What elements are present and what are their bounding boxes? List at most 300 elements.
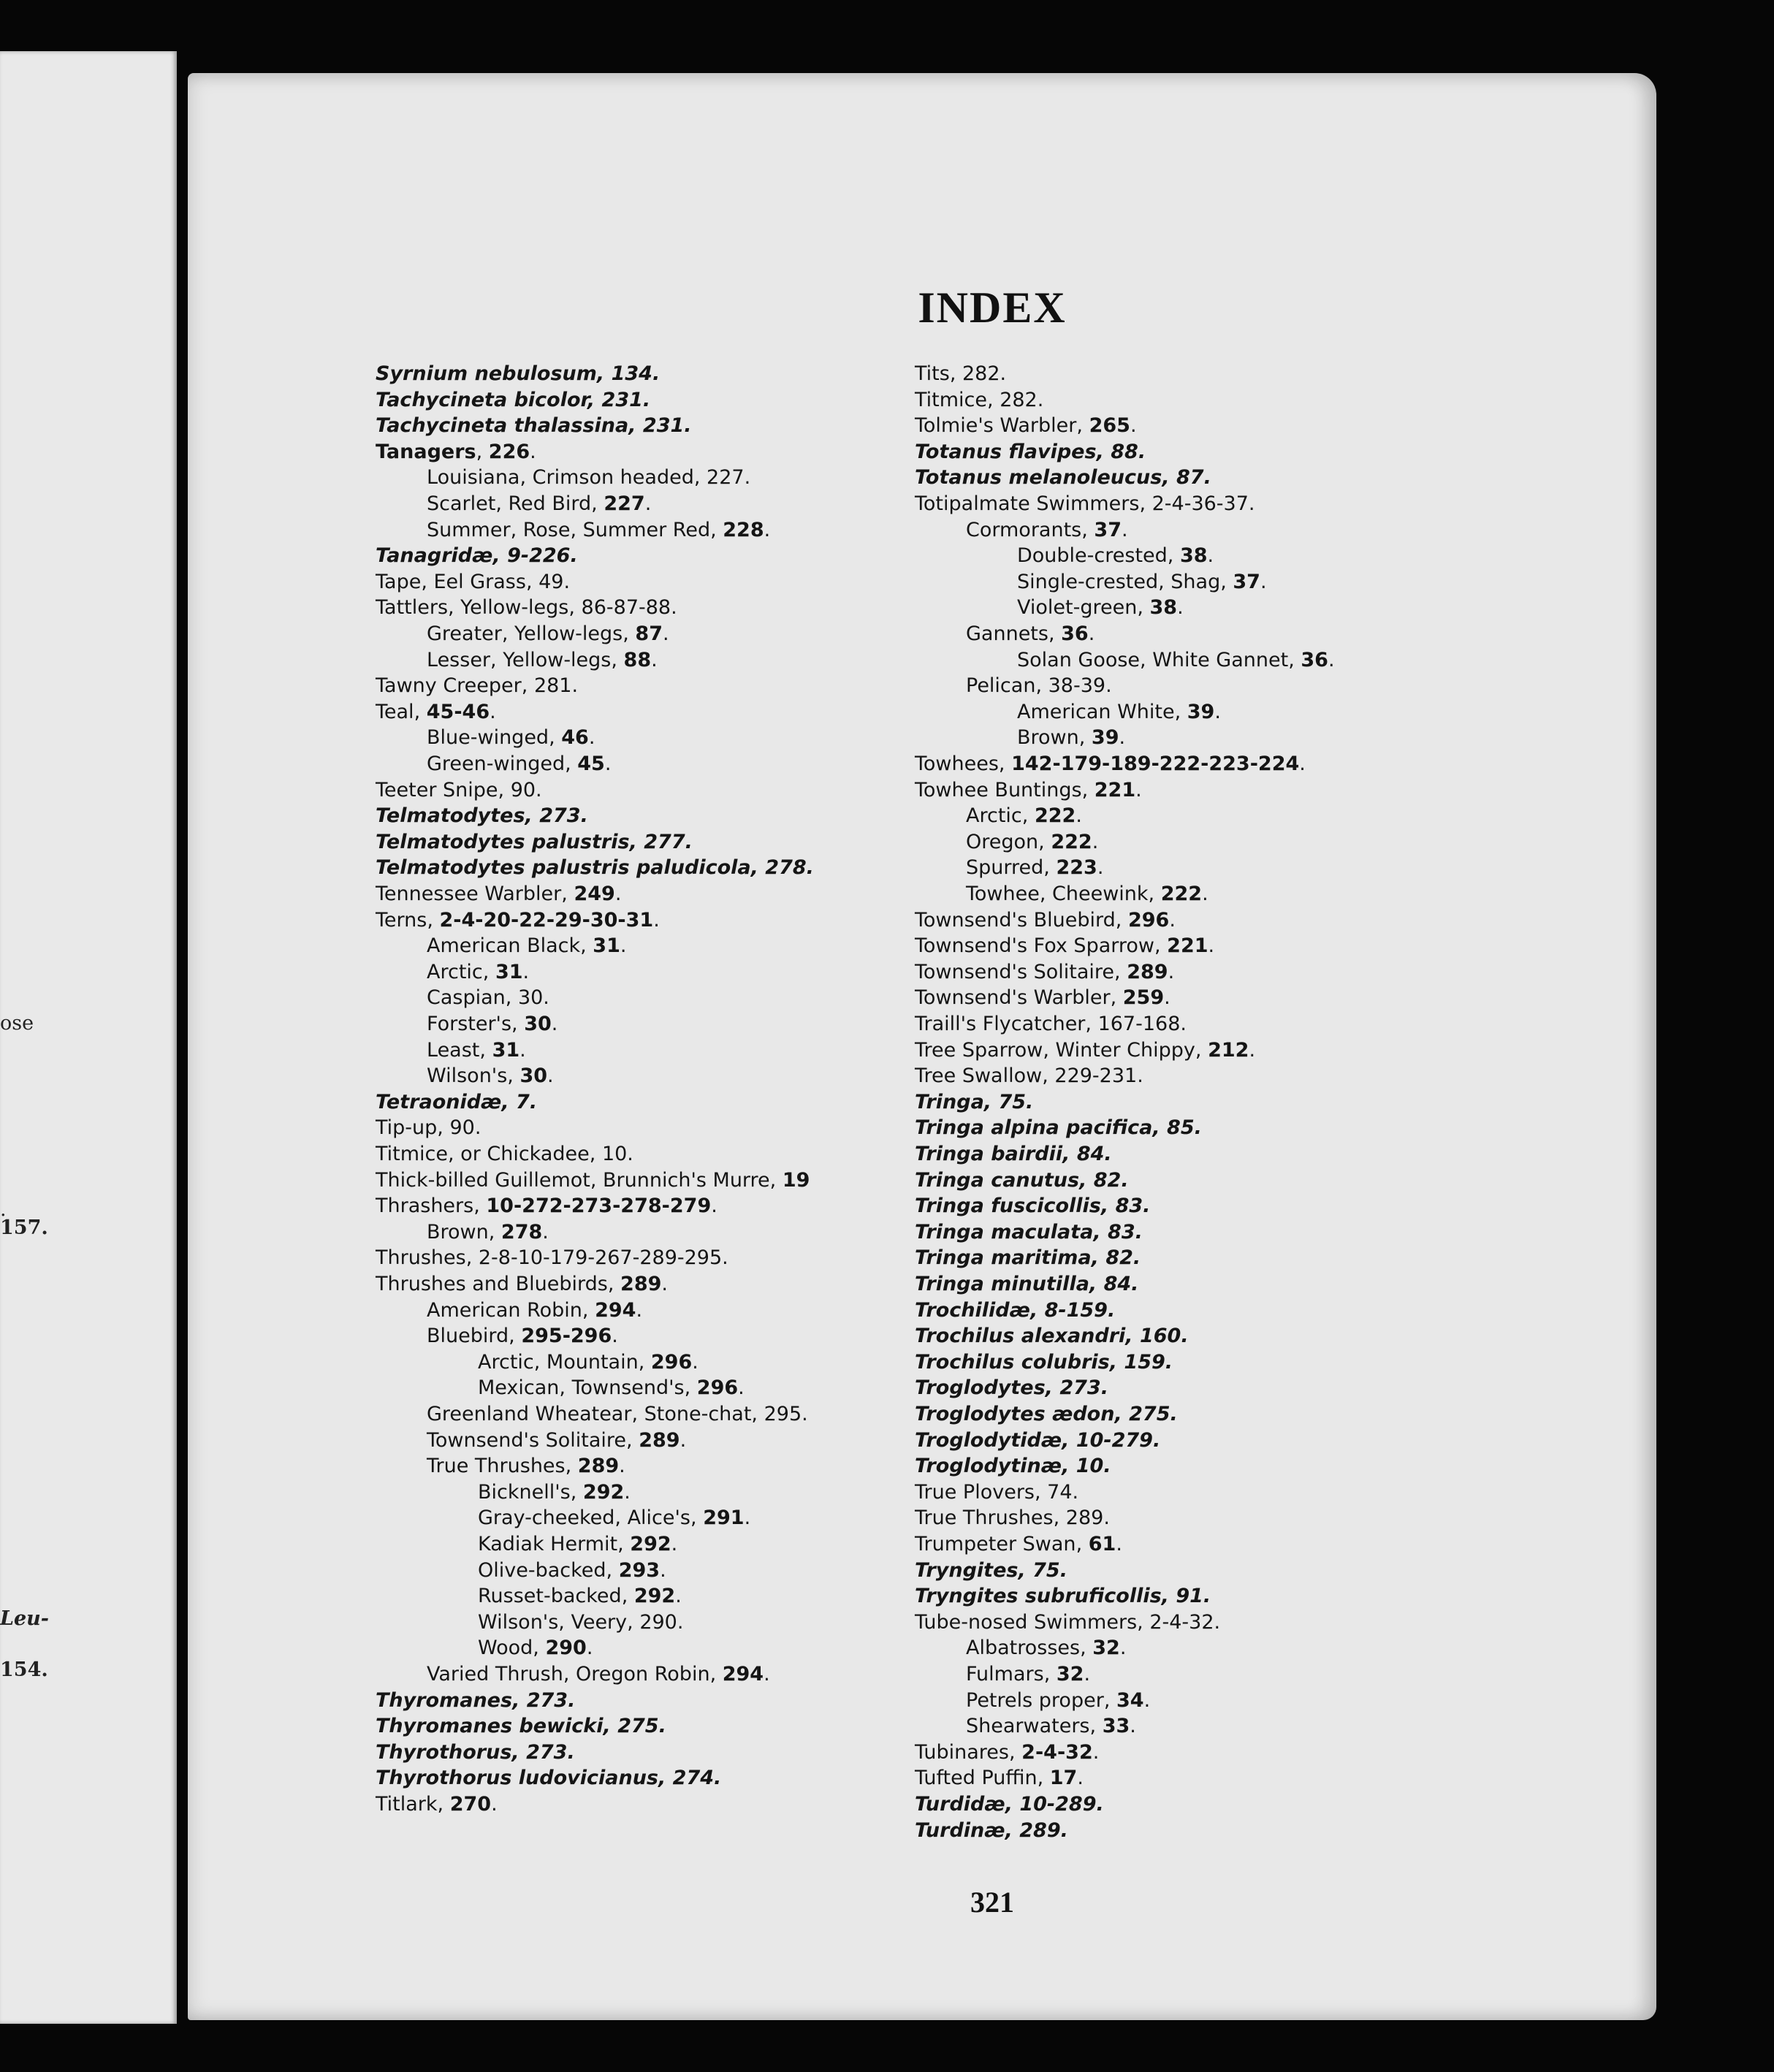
index-entry-page: 7	[516, 1090, 530, 1113]
index-entry-name: Tawny Creeper	[376, 674, 522, 698]
index-entry-page: 295-296	[521, 1325, 612, 1348]
index-entry: Violet-green, 38.	[1017, 596, 1184, 620]
index-entry-page: 289	[620, 1273, 662, 1295]
index-entry-page: 295	[764, 1403, 802, 1425]
index-entry-name: True Thrushes	[427, 1455, 566, 1478]
index-entry-page: 294	[722, 1663, 764, 1686]
index-entry-name: Totanus flavipes	[915, 440, 1097, 463]
index-entry-page: 231	[642, 414, 685, 438]
index-entry-page: 159	[1124, 1350, 1165, 1374]
index-entry-name: Greater, Yellow-legs	[427, 622, 623, 645]
index-entry: Thrushes, 2-8-10-179-267-289-295.	[376, 1246, 728, 1270]
index-entry: Trumpeter Swan, 61.	[915, 1533, 1122, 1555]
index-entry-name: Townsend's Fox Sparrow	[915, 934, 1154, 958]
index-entry-page: 212	[1208, 1038, 1249, 1062]
index-entry: Bicknell's, 292.	[478, 1480, 631, 1504]
index-entry-name: Tip-up	[376, 1116, 438, 1140]
index-entry: True Thrushes, 289.	[427, 1455, 625, 1478]
index-entry-page: 10	[1076, 1455, 1104, 1478]
index-entry-page: 74	[1047, 1480, 1073, 1504]
index-entry-name: Tachycineta thalassina	[376, 414, 629, 438]
index-entry-page: 17	[1049, 1767, 1078, 1790]
index-entry: Tawny Creeper, 281.	[376, 674, 579, 698]
index-entry: Varied Thrush, Oregon Robin, 294.	[427, 1663, 770, 1686]
index-entry-page: 83	[1108, 1220, 1135, 1243]
index-entry-page: 45-46	[426, 700, 490, 723]
index-entry: Tringa fuscicollis, 83.	[915, 1195, 1151, 1218]
index-entry-name: Olive-backed	[478, 1558, 606, 1582]
index-entry: Double-crested, 38.	[1017, 544, 1214, 568]
index-entry-page: 31	[492, 1038, 520, 1062]
index-entry-page: 289	[1065, 1507, 1104, 1530]
index-entry-name: Tolmie's Warbler	[915, 414, 1077, 438]
index-entry: Tip-up, 90.	[376, 1116, 481, 1140]
index-entry-page: 134	[611, 362, 652, 385]
index-entry-name: Tree Swallow	[915, 1064, 1043, 1088]
index-entry-name: Terns	[376, 908, 427, 932]
index-entry: Least, 31.	[427, 1038, 526, 1062]
index-entry-page: 90	[449, 1116, 475, 1140]
index-entry-name: Blue-winged	[427, 726, 549, 750]
index-entry-name: Tape, Eel Grass	[376, 570, 526, 593]
index-entry-page: 290	[545, 1637, 587, 1660]
index-entry-page: 275	[1129, 1403, 1170, 1425]
index-entry-page: 293	[618, 1558, 661, 1582]
index-entry-name: Thyrothorus ludovicianus	[376, 1767, 658, 1790]
index-entry-page: 289	[1019, 1818, 1061, 1842]
index-entry: Tringa minutilla, 84.	[915, 1273, 1139, 1295]
index-entry-name: Tringa canutus	[915, 1168, 1080, 1192]
index-entry-page: 282	[1000, 388, 1038, 411]
index-entry-page: 31	[495, 960, 523, 983]
index-entry: Cormorants, 37.	[966, 518, 1128, 541]
index-entry-name: Kadiak Hermit	[478, 1533, 618, 1555]
index-entry-page: 274	[672, 1767, 715, 1790]
index-entry: Kadiak Hermit, 292.	[478, 1533, 678, 1555]
index-entry-page: 88	[623, 648, 652, 671]
index-entry: Tringa maritima, 82.	[915, 1246, 1141, 1270]
index-entry-page: 222	[1034, 804, 1076, 828]
index-entry: Arctic, 31.	[427, 960, 530, 983]
index-entry-page: 270	[449, 1793, 492, 1816]
index-entry: Tube-nosed Swimmers, 2-4-32.	[915, 1610, 1221, 1634]
index-entry-page: 142-179-189-222-223-224	[1011, 753, 1300, 775]
index-entry-name: Tringa minutilla	[915, 1273, 1089, 1295]
index-entry-page: 90	[510, 778, 536, 801]
index-entry: Spurred, 223.	[966, 856, 1104, 880]
index-entry: Tree Sparrow, Winter Chippy, 212.	[915, 1038, 1256, 1062]
index-entry-page: 278	[500, 1220, 543, 1243]
index-entry: Telmatodytes, 273.	[376, 804, 588, 828]
index-entry-name: Spurred	[966, 856, 1044, 880]
index-entry: Arctic, 222.	[966, 804, 1082, 828]
index-entry-name: Trochilus alexandri	[915, 1325, 1126, 1348]
index-entry: Townsend's Solitaire, 289.	[915, 960, 1175, 983]
index-entry: Wilson's, Veery, 290.	[478, 1610, 684, 1634]
index-entry: Telmatodytes palustris paludicola, 278.	[376, 856, 814, 880]
index-entry: Brown, 39.	[1017, 726, 1126, 750]
index-entry: Thyromanes, 273.	[376, 1688, 576, 1712]
index-entry-page: 2-4-20-22-29-30-31	[439, 908, 654, 932]
index-entry-page: 231	[601, 388, 643, 411]
index-entry-page: 10-272-273-278-279	[486, 1195, 712, 1218]
index-entry-name: Lesser, Yellow-legs	[427, 648, 612, 671]
index-entry: Tringa alpina pacifica, 85.	[915, 1116, 1202, 1140]
previous-page-fragment: 157.	[0, 1216, 48, 1239]
index-entry: Tape, Eel Grass, 49.	[376, 570, 571, 593]
previous-page-fragment: ose	[0, 1012, 34, 1035]
index-entry-page: 34	[1116, 1688, 1144, 1712]
previous-page-fragment: Leu-	[0, 1607, 49, 1630]
index-entry-name: Albatrosses	[966, 1637, 1081, 1660]
index-entry-name: Bicknell's	[478, 1480, 571, 1504]
index-entry-name: Troglodytes ædon	[915, 1403, 1115, 1425]
index-entry-name: True Plovers	[915, 1480, 1035, 1504]
index-entry-name: Tringa maritima	[915, 1246, 1092, 1270]
index-entry-page: 229-231	[1054, 1064, 1138, 1088]
index-entry: Louisiana, Crimson headed, 227.	[427, 466, 751, 490]
index-entry-name: Telmatodytes palustris paludicola	[376, 856, 751, 880]
index-entry-name: Thyromanes	[376, 1688, 513, 1712]
index-entry: American Robin, 294.	[427, 1298, 643, 1322]
index-entry: Thrushes and Bluebirds, 289.	[376, 1273, 668, 1295]
index-entry-page: 10-289	[1019, 1793, 1097, 1816]
index-entry: True Plovers, 74.	[915, 1480, 1079, 1504]
index-entry: True Thrushes, 289.	[915, 1507, 1110, 1530]
index-entry-page: 37	[1094, 518, 1122, 541]
index-entry-name: Tringa maculata	[915, 1220, 1094, 1243]
index-entry-name: Summer, Rose, Summer Red	[427, 518, 711, 541]
index-entry-name: Titlark	[376, 1793, 438, 1816]
index-entry: Titlark, 270.	[376, 1793, 498, 1816]
index-entry: Townsend's Warbler, 259.	[915, 986, 1170, 1010]
index-entry: Tringa, 75.	[915, 1090, 1034, 1113]
index-entry-name: Bluebird	[427, 1325, 509, 1348]
index-entry-name: Tennessee Warbler	[376, 883, 562, 905]
index-entry-name: Petrels proper	[966, 1688, 1104, 1712]
index-entry: Green-winged, 45.	[427, 753, 612, 775]
index-entry-name: Townsend's Bluebird	[915, 908, 1116, 932]
index-entry-page: 282	[962, 362, 1000, 385]
index-entry-page: 226	[488, 440, 530, 463]
index-entry: Tringa canutus, 82.	[915, 1168, 1129, 1192]
index-entry-page: 32	[1092, 1637, 1120, 1660]
index-entry: Thyrothorus, 273.	[376, 1740, 575, 1764]
index-entry: Teal, 45-46.	[376, 700, 496, 723]
index-entry: Thyrothorus ludovicianus, 274.	[376, 1767, 722, 1790]
index-entry: Trochilidæ, 8-159.	[915, 1298, 1116, 1322]
index-entry-name: Thyrothorus	[376, 1740, 512, 1764]
index-entry: Solan Goose, White Gannet, 36.	[1017, 648, 1335, 671]
index-entry-page: 275	[617, 1715, 659, 1738]
index-entry-page: 75	[1032, 1558, 1060, 1582]
index-entry-name: American White	[1017, 700, 1175, 723]
index-entry: Titmice, 282.	[915, 388, 1044, 411]
index-entry: Tree Swallow, 229-231.	[915, 1064, 1143, 1088]
index-entry: Tryngites, 75.	[915, 1558, 1067, 1582]
index-entry-page: 2-4-32	[1149, 1610, 1214, 1634]
index-entry-page: 38	[1179, 544, 1208, 568]
index-entry-name: Thrashers	[376, 1195, 474, 1218]
index-entry: American Black, 31.	[427, 934, 627, 958]
index-entry-page: 249	[574, 883, 615, 905]
index-entry: Tachycineta bicolor, 231.	[376, 388, 651, 411]
index-entry-page: 273	[526, 1740, 568, 1764]
index-entry-page: 30	[519, 1064, 548, 1088]
index-entry-page: 160	[1139, 1325, 1181, 1348]
index-entry-name: Violet-green	[1017, 596, 1138, 620]
index-entry-name: Turdidæ	[915, 1793, 1005, 1816]
index-entry-name: Troglodytinæ	[915, 1455, 1062, 1478]
index-entry-name: Thrushes	[376, 1246, 466, 1270]
index-entry: Single-crested, Shag, 37.	[1017, 570, 1267, 593]
index-entry: Arctic, Mountain, 296.	[478, 1350, 698, 1374]
index-entry-name: American Robin	[427, 1298, 582, 1322]
index-entry: Caspian, 30.	[427, 986, 549, 1010]
index-entry: Fulmars, 32.	[966, 1663, 1091, 1686]
index-entry-page: 30	[524, 1013, 552, 1035]
index-entry-name: Arctic, Mountain	[478, 1350, 639, 1374]
index-entry: Titmice, or Chickadee, 10.	[376, 1143, 633, 1165]
index-entry-name: Tubinares	[915, 1740, 1009, 1764]
index-entry: Trochilus alexandri, 160.	[915, 1325, 1189, 1348]
index-entry-page: 31	[593, 934, 620, 958]
index-entry: Troglodytidæ, 10-279.	[915, 1428, 1161, 1452]
index-entry: Tachycineta thalassina, 231.	[376, 414, 692, 438]
previous-page-fragment: 154.	[0, 1658, 48, 1681]
page-title: INDEX	[918, 283, 1067, 332]
index-entry-name: Single-crested, Shag	[1017, 570, 1221, 593]
index-entry-page: 296	[1127, 908, 1170, 932]
index-entry-name: Caspian	[427, 986, 506, 1010]
index-entry-name: Forster's	[427, 1013, 512, 1035]
index-entry-name: Townsend's Solitaire	[915, 960, 1115, 983]
index-entry-name: Syrnium nebulosum	[376, 362, 597, 385]
index-entry: Lesser, Yellow-legs, 88.	[427, 648, 658, 671]
index-entry-page: 265	[1089, 414, 1130, 438]
index-entry-page: 296	[696, 1376, 739, 1400]
index-entry-name: Double-crested	[1017, 544, 1168, 568]
index-entry-page: 227	[604, 492, 645, 515]
index-entry: Teeter Snipe, 90.	[376, 778, 542, 801]
index-entry-name: Green-winged	[427, 753, 566, 775]
index-entry-page: 292	[582, 1480, 625, 1504]
index-entry-page: 8-159	[1044, 1298, 1108, 1322]
index-entry-page: 61	[1088, 1533, 1116, 1555]
index-entry: Telmatodytes palustris, 277.	[376, 830, 693, 853]
index-entry-name: Tits	[915, 362, 950, 385]
index-entry-name: Townsend's Solitaire	[427, 1428, 627, 1452]
index-entry-page: 82	[1093, 1168, 1122, 1192]
index-entry: Troglodytes ædon, 275.	[915, 1403, 1178, 1425]
index-entry-name: Tringa alpina pacifica	[915, 1116, 1153, 1140]
index-entry-page: 278	[765, 856, 807, 880]
index-entry-page: 45	[577, 753, 605, 775]
index-entry-name: Oregon	[966, 830, 1039, 853]
index-entry-name: Russet-backed	[478, 1585, 622, 1608]
index-entry-page: 273	[1059, 1376, 1101, 1400]
index-entry-page: 167-168	[1097, 1013, 1181, 1035]
index-entry-name: Shearwaters	[966, 1715, 1090, 1738]
index-entry-name: Trumpeter Swan	[915, 1533, 1076, 1555]
index-entry-name: Thyromanes bewicki	[376, 1715, 604, 1738]
index-entry-name: Brown	[1017, 726, 1079, 750]
index-entry-name: Teal	[376, 700, 414, 723]
index-entry: Thrashers, 10-272-273-278-279.	[376, 1195, 717, 1218]
index-entry-name: Titmice	[915, 388, 988, 411]
index-entry-page: 223	[1056, 856, 1097, 880]
index-entry: Petrels proper, 34.	[966, 1688, 1151, 1712]
index-entry-name: Trochilidæ	[915, 1298, 1030, 1322]
index-entry: Tanagers, 226.	[376, 440, 536, 463]
index-entry-name: Mexican, Townsend's	[478, 1376, 685, 1400]
index-entry: Turdidæ, 10-289.	[915, 1793, 1104, 1816]
index-entry-name: Cormorants	[966, 518, 1082, 541]
index-entry-page: 83	[1115, 1195, 1143, 1218]
index-entry-name: Scarlet, Red Bird	[427, 492, 592, 515]
index-entry-name: Gray-cheeked, Alice's	[478, 1507, 691, 1530]
index-entry: Summer, Rose, Summer Red, 228.	[427, 518, 771, 541]
index-entry-page: 10	[601, 1143, 628, 1165]
index-entry-page: 273	[526, 1688, 568, 1712]
index-entry-name: Arctic	[966, 804, 1022, 828]
index-entry-name: Louisiana, Crimson headed	[427, 466, 694, 490]
index-entry-page: 84	[1103, 1273, 1132, 1295]
index-entry: Terns, 2-4-20-22-29-30-31.	[376, 908, 660, 932]
index-entry-name: Varied Thrush, Oregon Robin	[427, 1663, 710, 1686]
index-entry: Townsend's Solitaire, 289.	[427, 1428, 687, 1452]
index-entry-page: 2-4-32	[1021, 1740, 1093, 1764]
index-entry-page: 294	[595, 1298, 636, 1322]
index-entry-name: Tryngites subruficollis	[915, 1585, 1162, 1608]
index-entry: Bluebird, 295-296.	[427, 1325, 618, 1348]
index-entry-page: 36	[1301, 648, 1328, 671]
index-entry: American White, 39.	[1017, 700, 1221, 723]
index-entry-name: Troglodytidæ	[915, 1428, 1062, 1452]
index-entry-page: 221	[1094, 778, 1136, 801]
index-entry: Gray-cheeked, Alice's, 291.	[478, 1507, 751, 1530]
index-entry-name: Totipalmate Swimmers	[915, 492, 1140, 515]
index-entry: Greenland Wheatear, Stone-chat, 295.	[427, 1403, 808, 1425]
index-entry: Tolmie's Warbler, 265.	[915, 414, 1137, 438]
index-entry: Greater, Yellow-legs, 87.	[427, 622, 669, 645]
index-entry: Towhee Buntings, 221.	[915, 778, 1142, 801]
index-entry-page: 2-8-10-179-267-289-295	[478, 1246, 723, 1270]
index-entry: Russet-backed, 292.	[478, 1585, 682, 1608]
index-entry-page: 39	[1091, 726, 1119, 750]
index-entry-name: Tringa bairdii	[915, 1143, 1063, 1165]
index-entry: Brown, 278.	[427, 1220, 549, 1243]
index-entry-name: Telmatodytes	[376, 804, 525, 828]
index-entry: Albatrosses, 32.	[966, 1637, 1127, 1660]
index-entry-name: Trochilus colubris	[915, 1350, 1110, 1374]
index-entry-name: Tube-nosed Swimmers	[915, 1610, 1138, 1634]
index-entry: Oregon, 222.	[966, 830, 1099, 853]
index-entry: Tattlers, Yellow-legs, 86-87-88.	[376, 596, 677, 620]
index-entry-name: Tufted Puffin	[915, 1767, 1038, 1790]
index-entry-page: 289	[639, 1428, 680, 1452]
index-entry-name: Thrushes and Bluebirds	[376, 1273, 608, 1295]
index-entry: Tits, 282.	[915, 362, 1007, 385]
index-entry: Tringa maculata, 83.	[915, 1220, 1143, 1243]
index-entry: Totanus flavipes, 88.	[915, 440, 1146, 463]
index-entry-page: 85	[1167, 1116, 1195, 1140]
index-entry-page: 38-39	[1048, 674, 1106, 698]
index-entry-page: 10-279	[1076, 1428, 1153, 1452]
index-entry: Totanus melanoleucus, 87.	[915, 466, 1211, 490]
index-entry-page: 228	[723, 518, 764, 541]
index-entry-name: Least	[427, 1038, 480, 1062]
index-entry-page: 221	[1167, 934, 1208, 958]
index-entry: Troglodytes, 273.	[915, 1376, 1108, 1400]
index-entry-name: Fulmars	[966, 1663, 1044, 1686]
index-entry: Townsend's Bluebird, 296.	[915, 908, 1176, 932]
index-entry: Tryngites subruficollis, 91.	[915, 1585, 1211, 1608]
index-entry: Townsend's Fox Sparrow, 221.	[915, 934, 1215, 958]
index-entry-name: Tattlers, Yellow-legs	[376, 596, 569, 620]
index-entry-page: 222	[1051, 830, 1092, 853]
index-entry-page: 277	[644, 830, 685, 853]
index-entry-name: Telmatodytes palustris	[376, 830, 630, 853]
index-entry-name: Towhees	[915, 753, 999, 775]
index-entry-name: Tree Sparrow, Winter Chippy	[915, 1038, 1195, 1062]
index-entry-name: Towhee, Cheewink	[966, 883, 1149, 905]
index-entry-page: 273	[539, 804, 581, 828]
index-entry-name: Brown	[427, 1220, 489, 1243]
index-entry: Totipalmate Swimmers, 2-4-36-37.	[915, 492, 1255, 515]
index-entry-page: 296	[650, 1350, 693, 1374]
index-entry: Turdinæ, 289.	[915, 1818, 1068, 1842]
index-entry-name: Tetraonidæ	[376, 1090, 502, 1113]
index-entry-name: Troglodytes	[915, 1376, 1046, 1400]
index-entry: Traill's Flycatcher, 167-168.	[915, 1013, 1187, 1035]
index-entry-page: 291	[703, 1507, 745, 1530]
previous-page-edge	[0, 51, 177, 2024]
index-entry-page: 32	[1056, 1663, 1084, 1686]
index-entry: Tennessee Warbler, 249.	[376, 883, 622, 905]
index-entry-name: Titmice, or Chickadee	[376, 1143, 590, 1165]
index-entry-page: 292	[630, 1533, 671, 1555]
index-entry-name: Pelican	[966, 674, 1036, 698]
index-entry-name: Tringa fuscicollis	[915, 1195, 1101, 1218]
index-entry: Syrnium nebulosum, 134.	[376, 362, 661, 385]
index-entry-page: 259	[1122, 986, 1165, 1010]
index-entry: Tringa bairdii, 84.	[915, 1143, 1112, 1165]
index-entry-name: Tanagers	[376, 440, 476, 463]
index-entry-page: 46	[561, 726, 589, 750]
index-entry-name: Arctic	[427, 960, 483, 983]
index-entry: Shearwaters, 33.	[966, 1715, 1136, 1738]
previous-page-fragment: .	[0, 1198, 7, 1221]
index-entry-page: 36	[1061, 622, 1089, 645]
index-entry-page: 86-87-88	[581, 596, 671, 620]
index-entry-name: Wilson's	[427, 1064, 508, 1088]
index-entry-name: Traill's Flycatcher	[915, 1013, 1086, 1035]
index-entry-name: Tringa	[915, 1090, 984, 1113]
index-entry-page: 49	[538, 570, 564, 593]
index-entry: Mexican, Townsend's, 296.	[478, 1376, 745, 1400]
index-entry-page: 9-226	[507, 544, 571, 568]
page-number: 321	[970, 1886, 1014, 1919]
index-page	[188, 73, 1656, 2020]
index-entry-page: 289	[577, 1455, 620, 1478]
index-entry: Olive-backed, 293.	[478, 1558, 666, 1582]
index-entry-page: 87	[1176, 466, 1204, 490]
index-entry-name: American Black	[427, 934, 581, 958]
index-entry-name: Tachycineta bicolor	[376, 388, 587, 411]
index-entry-name: Towhee Buntings	[915, 778, 1082, 801]
index-entry-page: 87	[635, 622, 663, 645]
